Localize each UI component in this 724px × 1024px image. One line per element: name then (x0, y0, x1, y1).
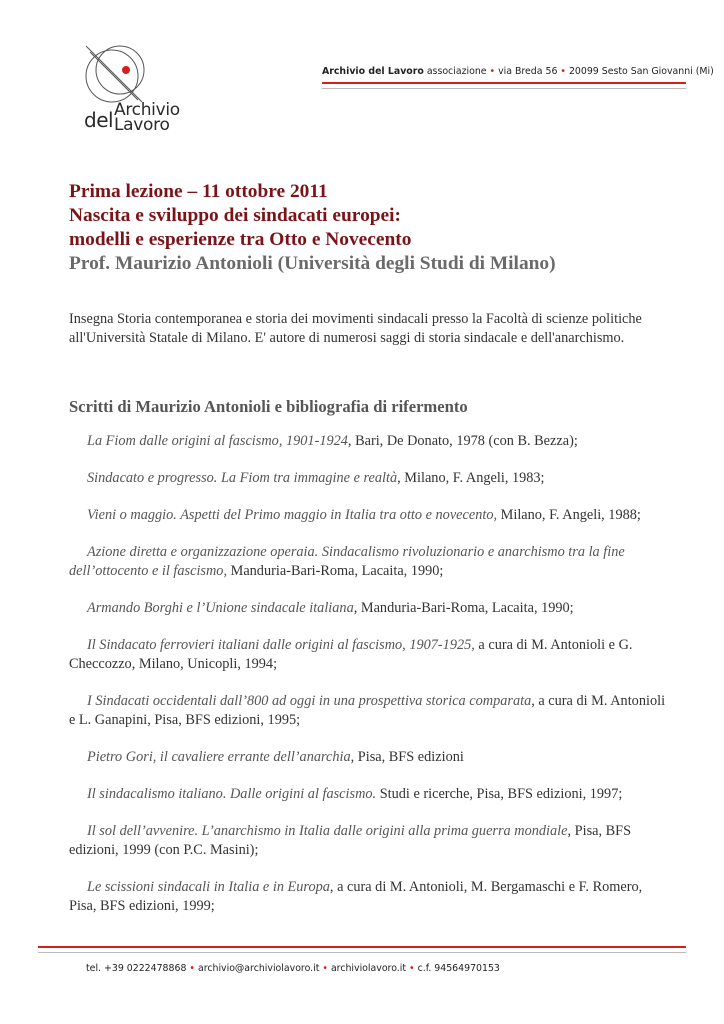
item-title: Il Sindacato ferrovieri italiani dalle origini al fascismo, 1907-1925, (87, 637, 475, 653)
bibliography-heading: Scritti di Maurizio Antonioli e bibliografia di rifermento (69, 397, 468, 416)
item-details: Milano, F. Angeli, 1988; (497, 507, 641, 523)
page-title (69, 180, 556, 276)
bullet-icon: • (560, 66, 566, 77)
list-item (69, 822, 669, 860)
item-title: Vieni o maggio. Aspetti del Primo maggio in Italia tra otto e novecento, (87, 507, 498, 523)
item-details: , Pisa, BFS edizioni, 1999 (con P.C. Masini); (69, 823, 632, 858)
item-title: Il sindacalismo italiano. Dalle origini al fascismo. (87, 786, 377, 802)
header-name: Archivio del Lavoro (322, 66, 424, 77)
logo-del: del (84, 108, 114, 132)
header-divider-grey (322, 88, 686, 89)
logo-archivio: Archivio (114, 100, 180, 120)
footer-tax-code: c.f. 94564970153 (417, 963, 500, 974)
item-title: Le scissioni sindacali in Italia e in Europa (87, 879, 330, 895)
item-title: Il sol dell’avvenire. L’anarchismo in Italia dalle origini alla prima guerra mondiale (87, 823, 568, 839)
footer-contact (86, 963, 500, 974)
item-title: Sindacato e progresso. La Fiom tra immagine e realtà (87, 470, 398, 486)
title-line-2: Nascita e sviluppo dei sindacati europei: (69, 205, 401, 226)
list-item (69, 692, 669, 730)
bullet-icon: • (322, 963, 328, 974)
item-details: , a cura di M. Antonioli e L. Ganapini, Pisa, BFS edizioni, 1995; (69, 693, 666, 728)
header-address: via Breda 56 (498, 66, 558, 77)
bio-paragraph: Insegna Storia contemporanea e storia dei movimenti sindacali presso la Facoltà di scienze politiche all'Università Statale di Milano. E' autore di numerosi saggi di storia sindacale e dell'anarchismo. (69, 311, 642, 346)
item-details: Studi e ricerche, Pisa, BFS edizioni, 1997; (376, 786, 623, 802)
logo-lavoro: Lavoro (114, 115, 170, 135)
bullet-icon: • (189, 963, 195, 974)
list-item (69, 785, 669, 804)
item-title: Azione diretta e organizzazione operaia. Sindacalismo rivoluzionario e anarchismo tra la fine dell’ottocento e il fascismo, (69, 544, 625, 579)
header-city: 20099 Sesto San Giovanni (Mi) (568, 66, 714, 77)
header-type: associazione (426, 66, 487, 77)
list-item (69, 432, 669, 451)
list-item (69, 469, 669, 488)
item-details: , Bari, De Donato, 1978 (con B. Bezza); (347, 433, 578, 449)
bibliography-list (69, 432, 669, 934)
item-details: , a cura di M. Antonioli, M. Bergamaschi e F. Romero, Pisa, BFS edizioni, 1999; (69, 879, 643, 914)
footer-phone: tel. +39 0222478868 (86, 963, 187, 974)
footer-divider-red (38, 946, 686, 948)
item-details: , Milano, F. Angeli, 1983; (397, 470, 545, 486)
list-item (69, 878, 669, 916)
list-item (69, 506, 669, 525)
item-title: La Fiom dalle origini al fascismo, 1901-1924 (87, 433, 348, 449)
bullet-icon: • (489, 66, 496, 77)
item-details: , Pisa, BFS edizioni (350, 749, 464, 765)
bullet-icon: • (409, 963, 415, 974)
item-title: Armando Borghi e l’Unione sindacale italiana (87, 600, 354, 616)
list-item (69, 748, 669, 767)
title-line-3: modelli e esperienze tra Otto e Novecento (69, 229, 412, 250)
footer-email[interactable]: archivio@archiviolavoro.it (197, 963, 320, 974)
footer-website[interactable]: archiviolavoro.it (330, 963, 407, 974)
item-title: I Sindacati occidentali dall’800 ad oggi in una prospettiva storica comparata (87, 693, 532, 709)
header-divider-red (322, 82, 686, 84)
item-details: a cura di M. Antonioli e G. Checcozzo, Milano, Unicopli, 1994; (69, 637, 633, 672)
header-contact (322, 66, 714, 77)
item-title: Pietro Gori, il cavaliere errante dell’anarchia (87, 749, 351, 765)
title-line-1: Prima lezione – 11 ottobre 2011 (69, 181, 328, 202)
list-item (69, 543, 669, 581)
footer-divider-grey (38, 952, 686, 953)
list-item (69, 599, 669, 618)
item-details: Manduria-Bari-Roma, Lacaita, 1990; (227, 563, 444, 579)
item-details: , Manduria-Bari-Roma, Lacaita, 1990; (353, 600, 574, 616)
title-professor: Prof. Maurizio Antonioli (Università degli Studi di Milano) (69, 253, 556, 274)
list-item (69, 636, 669, 674)
